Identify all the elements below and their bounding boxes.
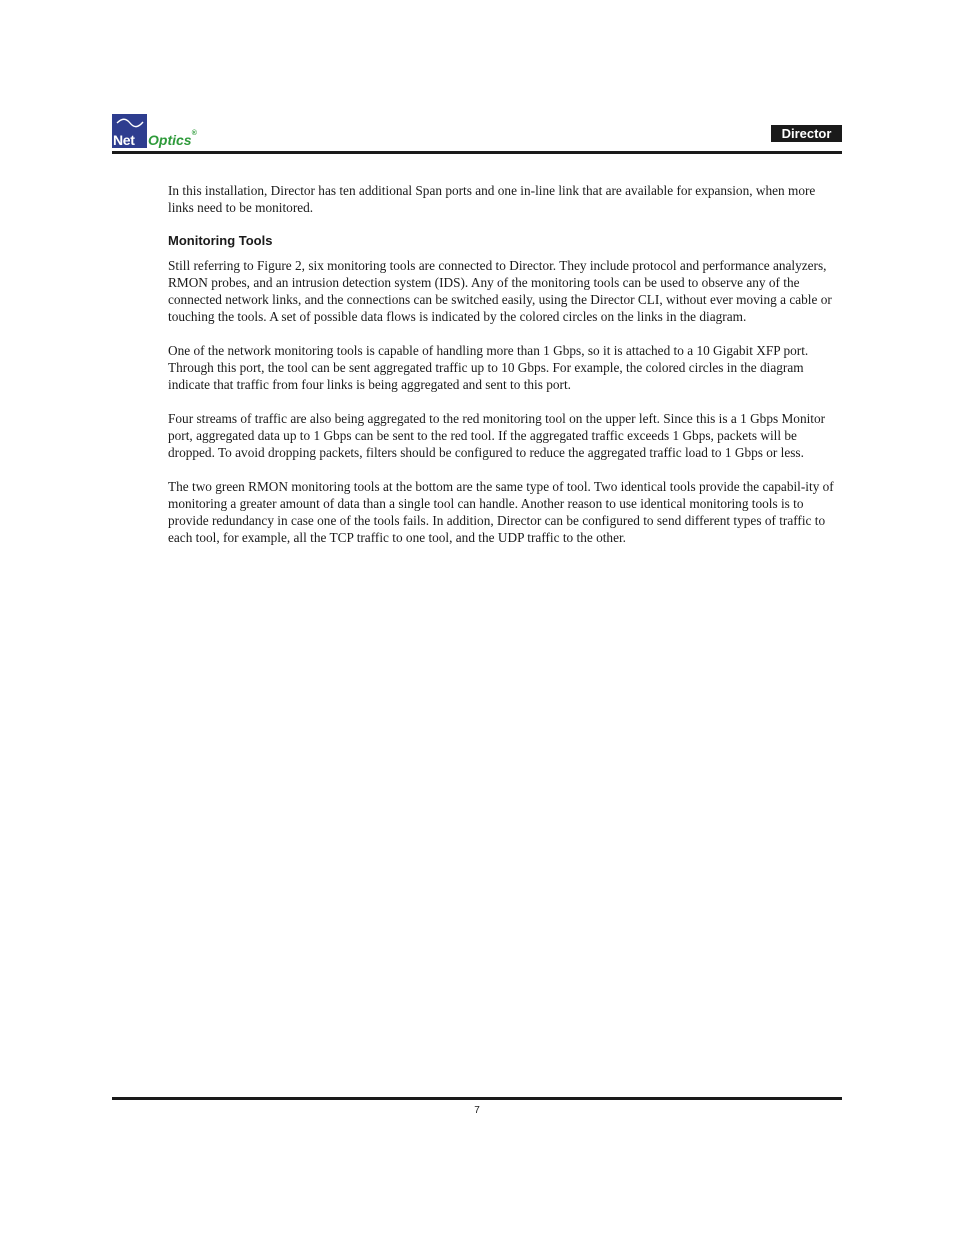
body-paragraph: Still referring to Figure 2, six monitoring tools are connected to Director. They include protocol and performance analyzers, RMON probes, and an intrusion detection system (IDS). Any of the monitoring tools can be used to observe any of the connected network links, and the connections can be switched easily, using the Director CLI, without ever moving a cable or touching the tools. A set of possible data flows is indicated by the colored circles on the links in the diagram. bbox=[168, 258, 832, 324]
footer-divider bbox=[112, 1097, 842, 1100]
logo-optics-text bbox=[148, 130, 197, 148]
logo-registered-mark: ® bbox=[191, 130, 197, 137]
header-divider bbox=[112, 151, 842, 154]
body-paragraph: One of the network monitoring tools is capable of handling more than 1 Gbps, so it is attached to a 10 Gigabit XFP port. Through this port, the tool can be sent aggregated traffic up to 10 Gbps. For example, the colored circles in the diagram indicate that traffic from four links is being aggregated and sent to this port. bbox=[168, 343, 809, 392]
page-header bbox=[112, 112, 842, 154]
body-paragraph: The two green RMON monitoring tools at the bottom are the same type of tool. Two identical tools provide the capabil-ity of monitoring a greater amount of data than a single tool can handle. Another reason to use identical monitoring tools is to provide redundancy in case one of the tools fails. In addition, Director can be configured to send different types of traffic to each tool, for example, all the TCP traffic to one tool, and the UDP traffic to the other. bbox=[168, 479, 834, 545]
body-paragraph: Four streams of traffic are also being aggregated to the red monitoring tool on the upper left. Since this is a 1 Gbps Monitor port, aggregated data up to 1 Gbps can be sent to the red tool. If the aggregated traffic exceeds 1 Gbps, packets will be dropped. To avoid dropping packets, filters should be configured to reduce the aggregated traffic load to 1 Gbps or less. bbox=[168, 411, 826, 460]
page-body bbox=[168, 182, 842, 563]
logo-optics-word: Optics bbox=[148, 132, 192, 148]
intro-paragraph: In this installation, Director has ten additional Span ports and one in-line link that are available for expansion, when more links need to be monitored. bbox=[168, 183, 816, 215]
logo-net-block bbox=[112, 114, 147, 148]
logo-net-text: Net bbox=[113, 132, 135, 148]
section-heading: Monitoring Tools bbox=[168, 233, 273, 248]
net-optics-logo bbox=[112, 112, 197, 148]
section-tag: Director bbox=[771, 125, 842, 142]
page-number: 7 bbox=[474, 1105, 480, 1116]
